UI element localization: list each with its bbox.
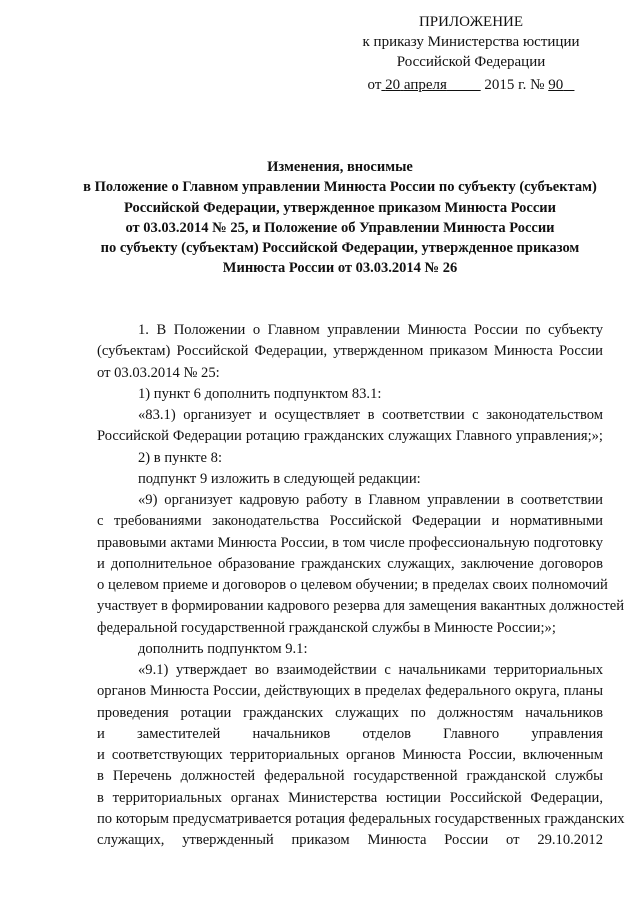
order-day: 20: [385, 77, 401, 93]
body-line: «83.1) организует и осуществляет в соответствии с законодательством: [138, 407, 603, 423]
body-line: 2) в пункте 8:: [138, 449, 223, 466]
appendix-header: [330, 12, 612, 95]
body-line: (субъектам) Российской Федерации, утвержденном приказом Минюста России: [97, 343, 603, 360]
order-year: 2015 г. №: [484, 77, 545, 93]
appendix-line-1: к приказу Министерства юстиции: [362, 34, 580, 50]
body-line: от 03.03.2014 № 25:: [97, 364, 220, 381]
body-line: 1) пункт 6 дополнить подпунктом 83.1:: [138, 385, 382, 402]
appendix-line-2: Российской Федерации: [396, 54, 546, 70]
body-line: в Перечень должностей федеральной государственной гражданской службы: [97, 768, 603, 785]
document-title: Изменения, вносимые в Положение о Главном управлении Минюста России по субъекту (субъектам) Российской Федерации, утвержденное приказом Минюста России от 03.03.2014 № 25, и Положение об Управлении Минюста России по субъекту (субъектам) Российской Федерации, утвержденное приказом Минюста России от 03.03.2014 № 26: [83, 159, 597, 277]
body-line: «9.1) утверждает во взаимодействии с начальниками территориальных: [138, 662, 603, 678]
body-line: и заместителей начальников отделов Главного управления: [97, 725, 603, 742]
order-number: 90: [548, 77, 564, 93]
body-line: проведения ротации гражданских служащих по должностям начальников: [97, 704, 603, 721]
document-body: [97, 320, 625, 851]
body-line: в территориальных органах Министерства юстиции Российской Федерации,: [97, 789, 603, 806]
body-line: с требованиями законодательства Российской Федерации и нормативными: [97, 513, 603, 530]
body-line: служащих, утвержденный приказом Минюста России от 29.10.2012: [97, 832, 603, 848]
body-line: подпункт 9 изложить в следующей редакции:: [138, 470, 421, 487]
body-line: и дополнительное образование гражданских служащих, заключение договоров: [97, 555, 603, 572]
body-line: «9) организует кадровую работу в Главном управлении в соответствии: [138, 492, 603, 508]
body-line: органов Минюста России, действующих в пределах федерального округа, планы: [97, 683, 603, 700]
body-line: и соответствующих территориальных органов Минюста России, включенным: [97, 747, 603, 763]
order-date: от 20 апреля 2015 г. № 90: [330, 75, 612, 95]
appendix-title: ПРИЛОЖЕНИЕ: [418, 14, 524, 30]
body-line: дополнить подпунктом 9.1:: [138, 640, 308, 657]
body-line: по которым предусматривается ротация федеральных государственных гражданских: [97, 810, 625, 827]
body-line: 1. В Положении о Главном управлении Минюста России по субъекту: [138, 322, 603, 338]
body-line: участвует в формировании кадрового резерва для замещения вакантных должностей: [97, 598, 625, 615]
body-line: правовыми актами Минюста России, в том числе профессиональную подготовку: [97, 534, 603, 551]
body-line: Российской Федерации ротацию гражданских служащих Главного управления;»;: [97, 428, 603, 445]
body-line: федеральной государственной гражданской службы в Минюсте России;»;: [97, 619, 556, 636]
body-line: о целевом приеме и договоров о целевом обучении; в пределах своих полномочий: [97, 577, 608, 593]
order-month: апреля: [403, 77, 447, 93]
